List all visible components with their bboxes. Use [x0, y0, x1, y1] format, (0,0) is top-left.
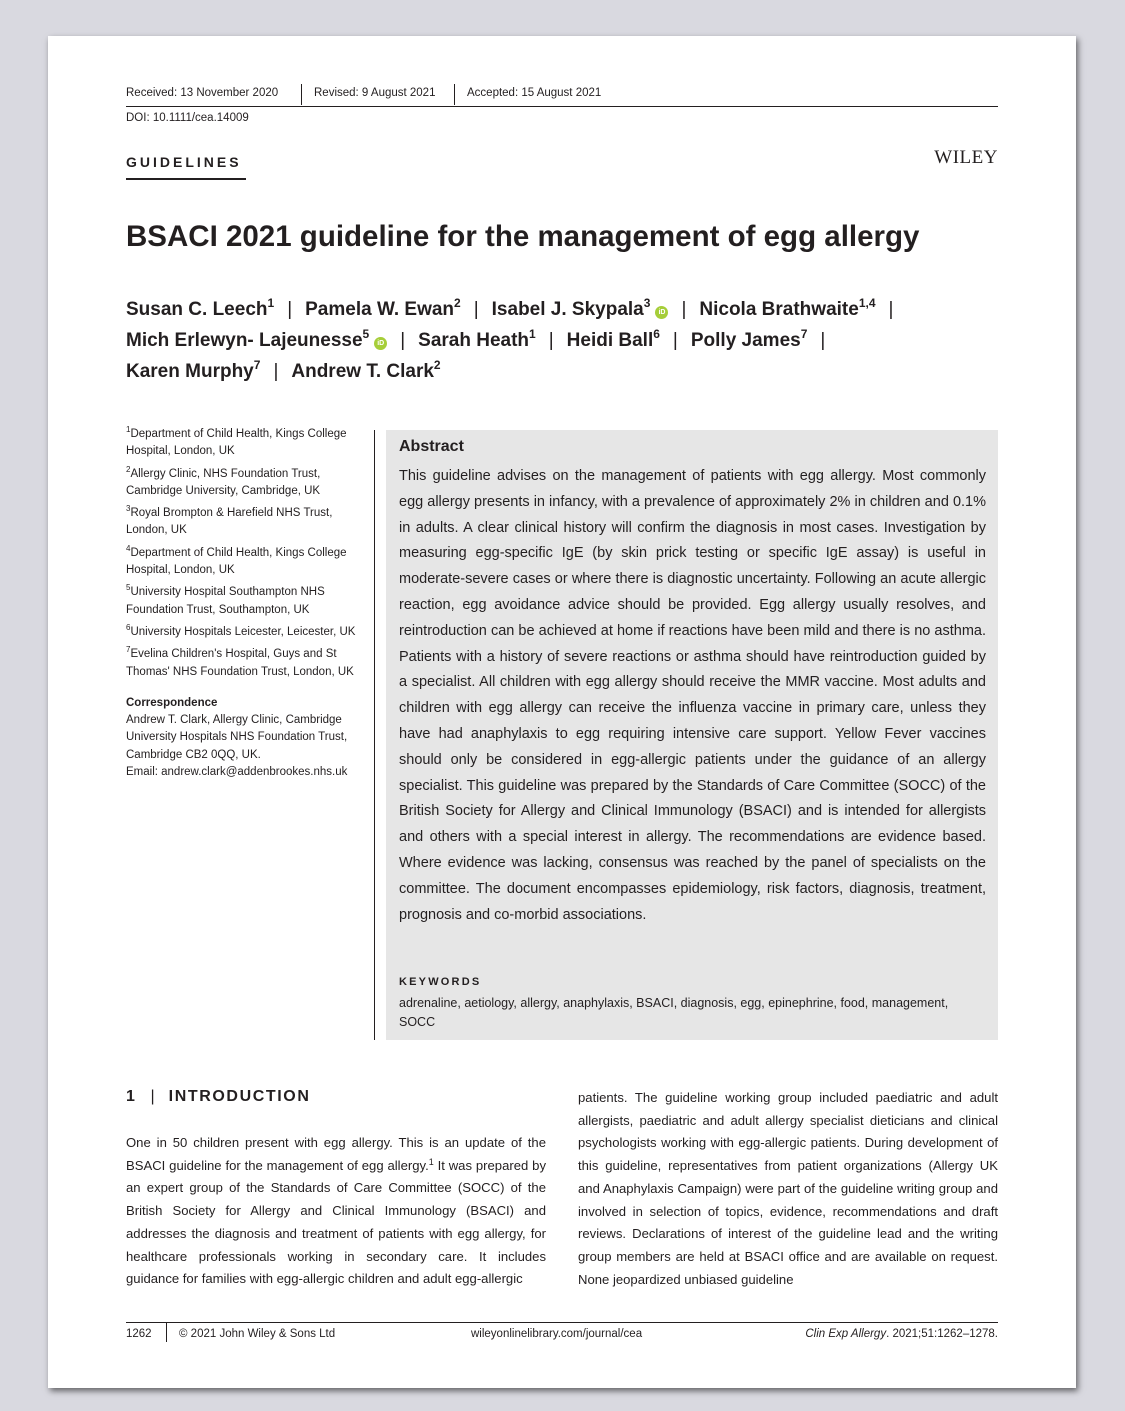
- section-label: GUIDELINES: [126, 154, 242, 170]
- author: [126, 296, 275, 320]
- author: [566, 327, 660, 351]
- revised-date: Revised: 9 August 2021: [314, 87, 436, 99]
- author: [690, 327, 808, 351]
- author-separator: |: [400, 330, 406, 351]
- keywords-text: adrenaline, aetiology, allergy, anaphylaxis, BSACI, diagnosis, egg, epinephrine, food, management, SOCC: [399, 996, 949, 1029]
- body-text: One in 50 children present with egg allergy. This is an update of the BSACI guideline for the management of egg allergy.: [126, 1135, 546, 1173]
- correspondence-email[interactable]: Email: andrew.clark@addenbrookes.nhs.uk: [126, 766, 348, 779]
- body-text: It was prepared by an expert group of the Standards of Care Committee (SOCC) of the British Society for Allergy and Clinical Immunology (BSACI) and addresses the diagnosis and treatment of patients with egg allergy, for healthcare professionals working in secondary care. It includes guidance for families with egg-allergic children and adult egg-allergic: [126, 1157, 546, 1287]
- section-title: INTRODUCTION: [168, 1088, 311, 1105]
- author-name[interactable]: Mich Erlewyn- Lajeunesse: [126, 330, 363, 351]
- author-name[interactable]: Polly James: [690, 330, 801, 351]
- journal-url[interactable]: wileyonlinelibrary.com/journal/cea: [471, 1328, 643, 1340]
- affiliation-number: 2: [126, 464, 131, 474]
- section-underline: [126, 178, 246, 180]
- affiliation: [126, 505, 366, 540]
- affiliation-number: 5: [126, 583, 131, 593]
- footer-rule: [126, 1322, 998, 1323]
- page-number: 1262: [126, 1328, 152, 1340]
- author-separator: |: [672, 330, 678, 351]
- separator: |: [150, 1088, 155, 1105]
- affiliation-ref: 7: [253, 358, 261, 372]
- doi[interactable]: DOI: 10.1111/cea.14009: [126, 112, 249, 124]
- intro-right-column: patients. The guideline working group included paediatric and adult allergists, paediatric and adult allergy specialist dieticians and clinical psychologists working with egg-allergic patients. During development of this guideline, representatives from patient organizations (Allergy UK and Anaphylaxis Campaign) were part of the guideline writing group and involved in selection of topics, evidence, recommendations and draft reviews. Declarations of interest of the guideline lead and the writing group members are held at BSACI office and are available on request. None jeopardized unbiased guideline: [578, 1090, 998, 1287]
- affiliation: [126, 545, 366, 580]
- orcid-icon[interactable]: iD: [655, 306, 668, 319]
- author: [699, 296, 876, 320]
- author-separator: |: [287, 299, 293, 320]
- divider: [166, 1322, 167, 1342]
- keywords-heading: KEYWORDS: [399, 976, 482, 988]
- abstract-text: This guideline advises on the management of patients with egg allergy. Most commonly egg allergy presents in infancy, with a prevalence of approximately 2% in children and 0.1% in adults. A clear clinical history will confirm the diagnosis in most cases. Investigation by measuring egg-specific IgE (by skin prick testing or specific IgE assay) is useful in moderate-severe cases or where there is diagnostic uncertainty. Following an acute allergic reaction, egg avoidance advice should be provided. Egg allergy usually resolves, and reintroduction can be achieved at home if reactions have been mild and there is no asthma. Patients with a history of severe reactions or asthma should have reintroduction guided by a specialist. All children with egg allergy should receive the MMR vaccine. Most adults and children with egg allergy can receive the influenza vaccine in primary care, unless they have had anaphylaxis to egg requiring intensive care support. Yellow Fever vaccines should only be considered in egg-allergic patients under the guidance of an allergy specialist. This guideline was prepared by the Standards of Care Committee (SOCC) of the British Society for Allergy and Clinical Immunology (BSACI) and is intended for allergists and others with a special interest in allergy. The recommendations are evidence based. Where evidence was lacking, consensus was reached by the panel of specialists on the committee. The document encompasses epidemiology, risk factors, diagnosis, treatment, prognosis and co-morbid associations.: [399, 468, 986, 923]
- author-name[interactable]: Sarah Heath: [418, 330, 530, 351]
- author-name[interactable]: Karen Murphy: [126, 361, 254, 382]
- affiliation-number: 7: [126, 645, 131, 655]
- divider: [454, 84, 455, 105]
- affiliation: [126, 426, 366, 461]
- received-date: Received: 13 November 2020: [126, 87, 279, 99]
- affiliation-ref: 7: [800, 327, 808, 341]
- affiliation-text: Department of Child Health, Kings College Hospital, London, UK: [126, 546, 347, 577]
- affiliation-text: University Hospitals Leicester, Leicester, UK: [130, 625, 356, 638]
- affiliation-ref: 2: [454, 296, 461, 310]
- citation-details: . 2021;51:1262–1278.: [886, 1328, 998, 1340]
- author: [491, 296, 669, 320]
- affiliation-text: University Hospital Southampton NHS Foundation Trust, Southampton, UK: [126, 586, 325, 616]
- author: [305, 296, 461, 320]
- author-list: [126, 294, 1006, 387]
- citation-ref[interactable]: 1: [428, 1156, 434, 1167]
- affiliation: [126, 466, 366, 501]
- divider: [374, 430, 375, 1040]
- divider: [301, 84, 302, 105]
- affiliation-text: Evelina Children's Hospital, Guys and St Thomas' NHS Foundation Trust, London, UK: [126, 648, 354, 678]
- affiliation: [126, 584, 366, 619]
- affiliation-number: 4: [126, 543, 131, 553]
- publisher-logo: WILEY: [934, 147, 998, 168]
- accepted-date: Accepted: 15 August 2021: [467, 87, 602, 99]
- citation: [805, 1328, 998, 1340]
- affiliation-text: Department of Child Health, Kings College Hospital, London, UK: [126, 428, 347, 458]
- affiliation-ref: 2: [433, 358, 441, 372]
- author: [418, 327, 536, 351]
- page-footer: [126, 1328, 998, 1348]
- author: [291, 358, 441, 382]
- affiliation-text: Allergy Clinic, NHS Foundation Trust, Cambridge University, Cambridge, UK: [126, 467, 321, 497]
- affiliation-ref: 5: [362, 327, 370, 341]
- affiliation: [126, 646, 366, 681]
- affiliation: [126, 624, 366, 641]
- author-name[interactable]: Nicola Brathwaite: [699, 299, 859, 320]
- author-name[interactable]: Pamela W. Ewan: [305, 299, 455, 320]
- affiliation-ref: 6: [653, 327, 660, 341]
- author-name[interactable]: Heidi Ball: [566, 330, 654, 351]
- author-separator: |: [273, 361, 279, 382]
- intro-left-column: [126, 1132, 546, 1291]
- author-separator: |: [820, 330, 826, 351]
- author: [126, 327, 387, 351]
- affiliation-number: 6: [126, 622, 131, 632]
- affiliation-number: 1: [126, 425, 131, 434]
- author-name[interactable]: Andrew T. Clark: [291, 361, 434, 382]
- submission-dates: [126, 86, 998, 107]
- author-separator: |: [681, 299, 687, 320]
- orcid-icon[interactable]: iD: [374, 337, 387, 350]
- author-separator: |: [473, 299, 479, 320]
- copyright: © 2021 John Wiley & Sons Ltd: [179, 1328, 336, 1340]
- journal-name: Clin Exp Allergy: [805, 1328, 887, 1340]
- author-separator: |: [548, 330, 554, 351]
- author-name[interactable]: Susan C. Leech: [126, 299, 268, 320]
- correspondence-heading: Correspondence: [126, 696, 218, 709]
- section-heading: [126, 1088, 311, 1106]
- affiliation-ref: 1,4: [858, 296, 876, 310]
- author-name[interactable]: Isabel J. Skypala: [491, 299, 644, 320]
- affiliations: [126, 426, 366, 781]
- affiliation-ref: 1: [529, 327, 536, 341]
- article-title: BSACI 2021 guideline for the management of egg allergy: [126, 220, 920, 253]
- affiliation-number: 3: [126, 504, 131, 514]
- affiliation-ref: 3: [643, 296, 651, 310]
- correspondence-address: Andrew T. Clark, Allergy Clinic, Cambridge University Hospitals NHS Foundation Trust, Cambridge CB2 0QQ, UK.: [126, 714, 348, 761]
- author: [126, 358, 261, 382]
- affiliation-ref: 1: [267, 296, 275, 310]
- abstract-heading: Abstract: [399, 438, 464, 455]
- journal-page: [48, 36, 1076, 1388]
- section-number: 1: [126, 1088, 137, 1105]
- author-separator: |: [888, 299, 894, 320]
- affiliation-text: Royal Brompton & Harefield NHS Trust, London, UK: [126, 507, 333, 537]
